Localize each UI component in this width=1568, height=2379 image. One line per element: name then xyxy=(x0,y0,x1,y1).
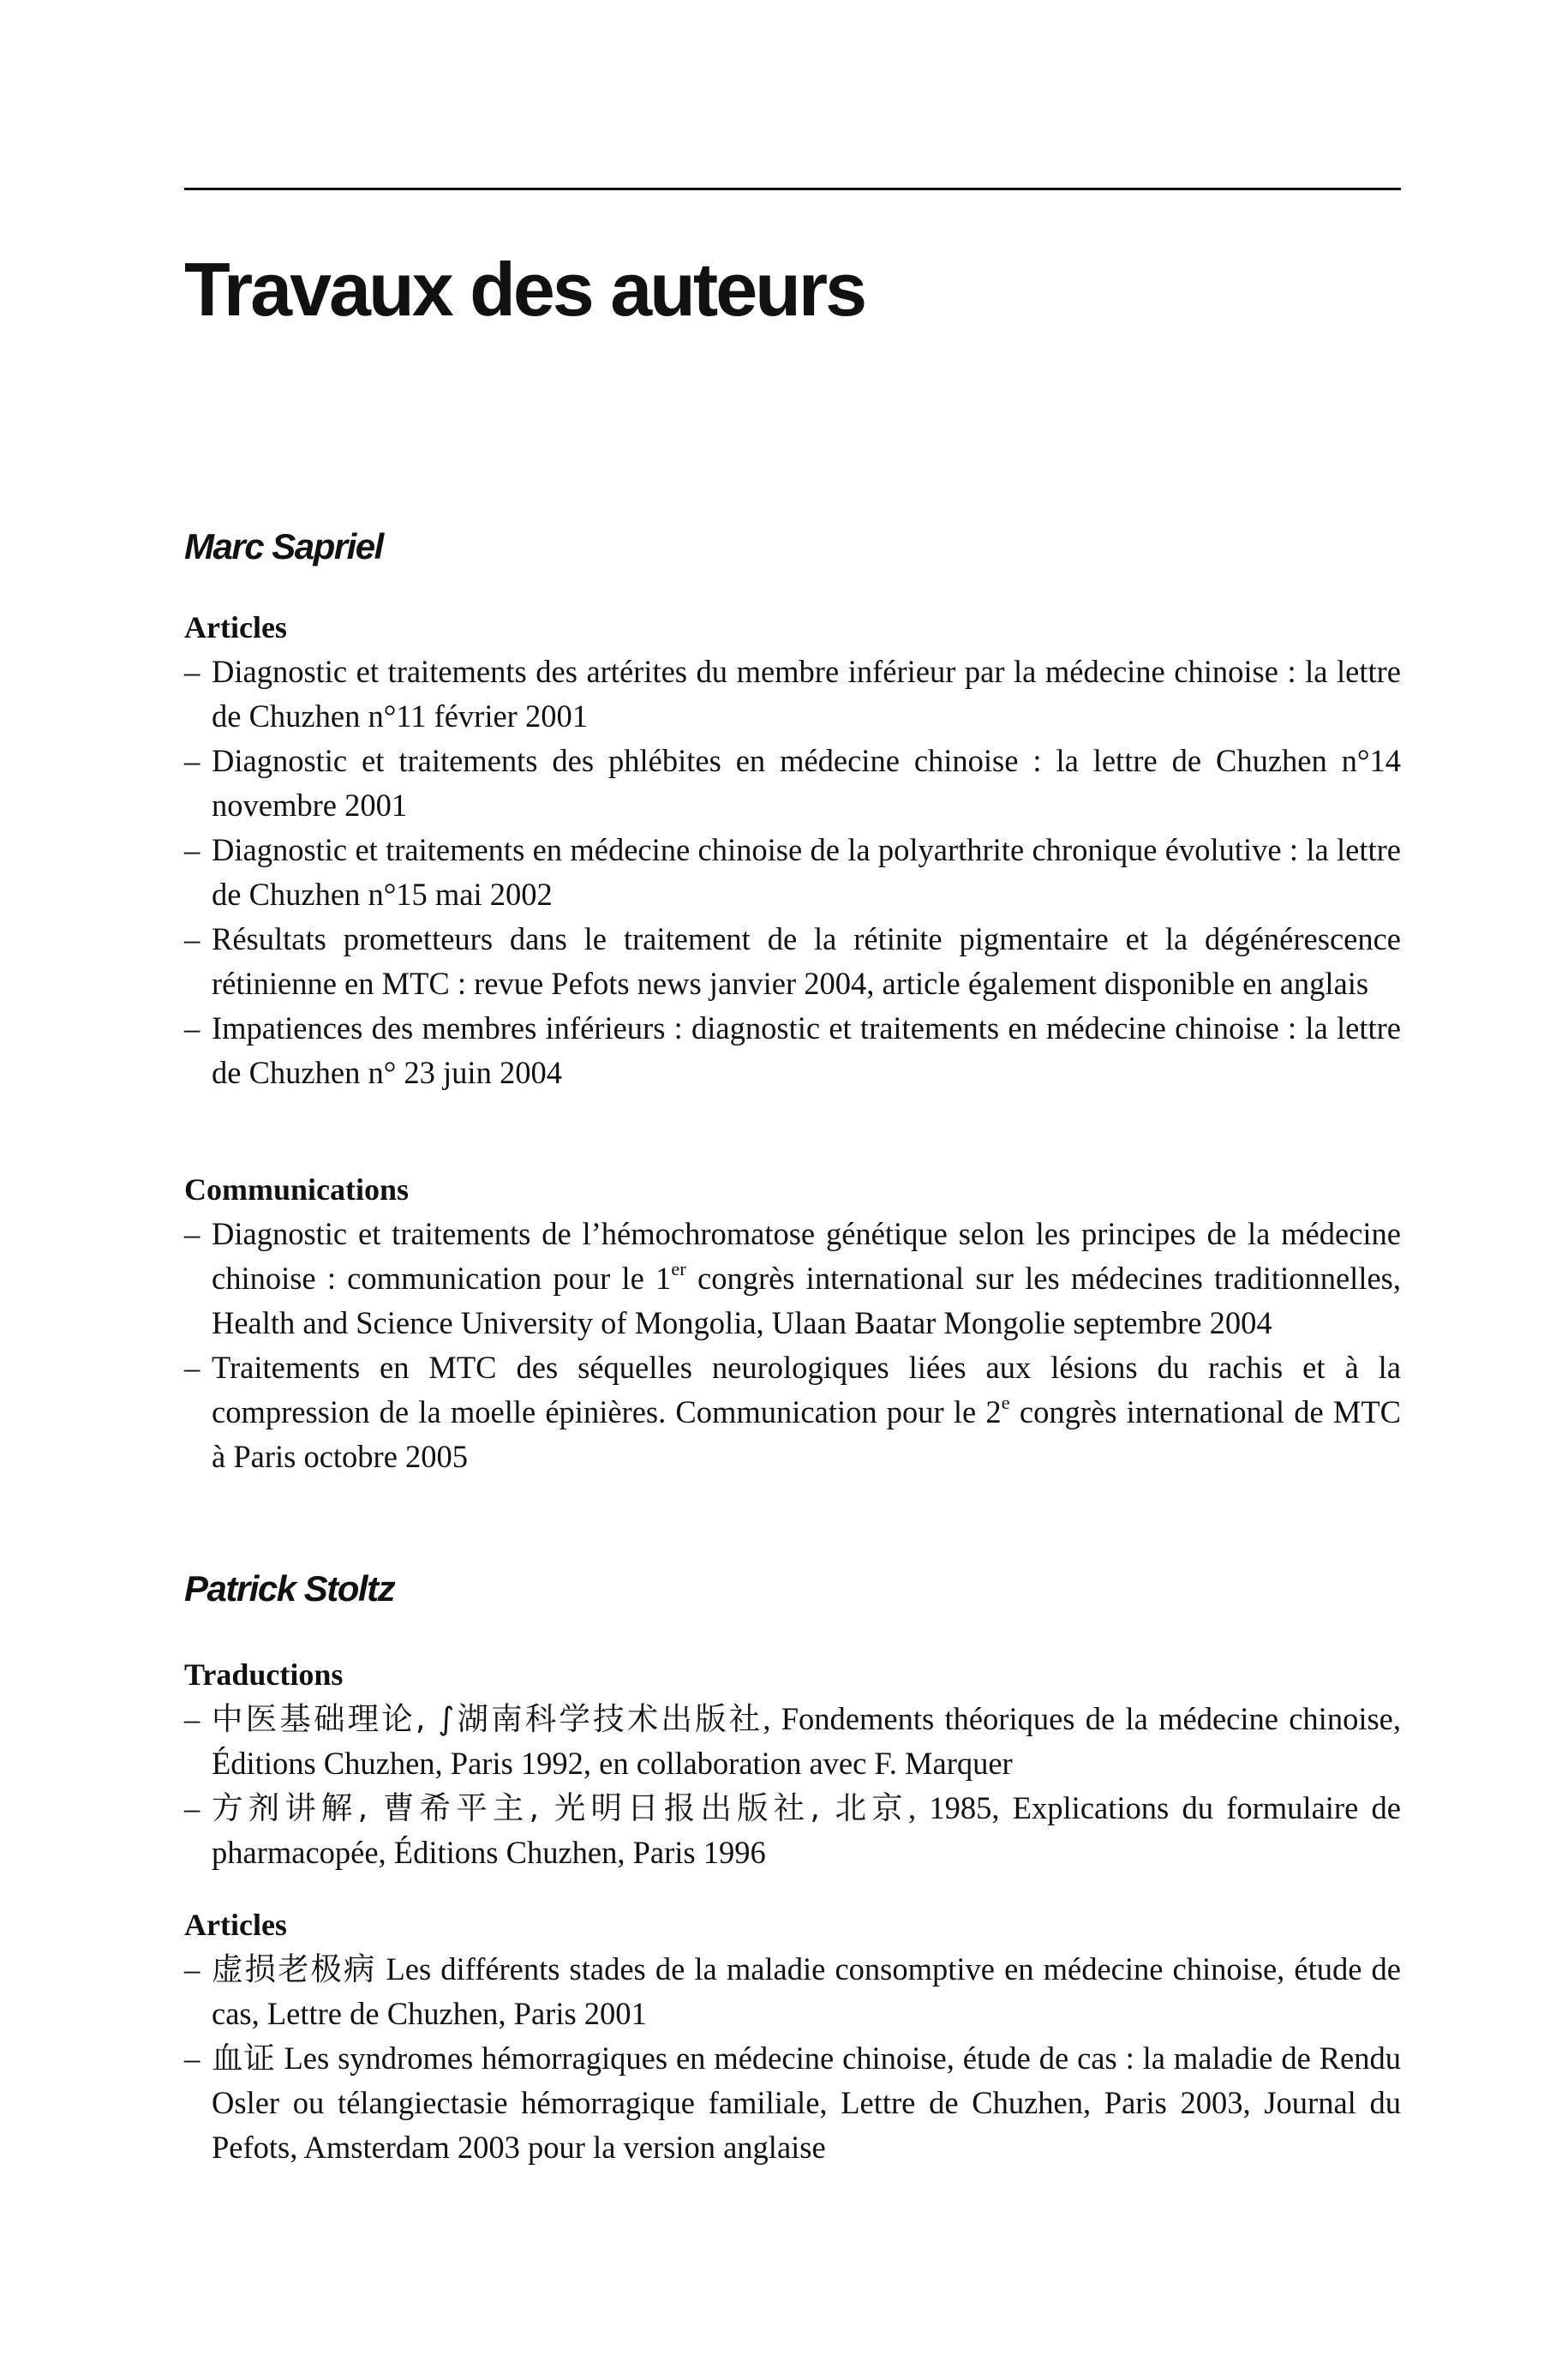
entry-list xyxy=(184,1697,1401,1875)
entry-list xyxy=(184,650,1401,1095)
entry-text: Diagnostic et traitements de l’hémochromatose génétique selon les principes de la médecine chinoise : communication pour le 1 xyxy=(212,1216,1401,1296)
list-item: – Diagnostic et traitements des artérites du membre inférieur par la médecine chinoise : la lettre de Chuzhen n°11 février 2001 xyxy=(184,654,1401,734)
section-communications xyxy=(184,1167,1401,1479)
top-rule xyxy=(184,188,1401,190)
list-item: – Résultats prometteurs dans le traitement de la rétinite pigmentaire et la dégénérescence rétinienne en MTC : revue Pefots news janvier 2004, article également disponible en anglais xyxy=(184,921,1401,1001)
list-item: – 血证 Les syndromes hémorragiques en médecine chinoise, étude de cas : la maladie de Rendu Osler ou télangiectasie hémorragique familiale, Lettre de Chuzhen, Paris 2003, Journal du Pefots, Amsterdam 2003 pour la version anglaise xyxy=(184,2040,1401,2165)
entry-text: Diagnostic et traitements des phlébites en médecine chinoise : la lettre de Chuzhen n°14 novembre 2001 xyxy=(212,743,1401,823)
entry-text: Traitements en MTC des séquelles neurologiques liées aux lésions du rachis et à la compression de la moelle épinières. Communication pour le 2 xyxy=(212,1350,1401,1429)
section-heading: Communications xyxy=(184,1172,410,1207)
entry-list xyxy=(184,1212,1401,1479)
list-item: – Diagnostic et traitements des phlébites en médecine chinoise : la lettre de Chuzhen n°14 novembre 2001 xyxy=(184,743,1401,823)
entry-text: Résultats prometteurs dans le traitement de la rétinite pigmentaire et la dégénérescence rétinienne en MTC : revue Pefots news janvier 2004, article également disponible en anglais xyxy=(212,921,1401,1001)
entry-text: Diagnostic et traitements en médecine chinoise de la polyarthrite chronique évolutive : la lettre de Chuzhen n°15 mai 2002 xyxy=(212,832,1401,912)
entry-list xyxy=(184,1947,1401,2170)
ordinal-suffix: er xyxy=(671,1258,686,1280)
section-articles xyxy=(184,1903,1401,2170)
entry-text: Les différents stades de la maladie consomptive en médecine chinoise, étude de cas, Lettre de Chuzhen, Paris 2001 xyxy=(212,1951,1401,2031)
author-name: Patrick Stoltz xyxy=(184,1568,395,1609)
page-title: Travaux des auteurs xyxy=(184,247,865,332)
list-item: – Impatiences des membres inférieurs : diagnostic et traitements en médecine chinoise : la lettre de Chuzhen n° 23 juin 2004 xyxy=(184,1010,1401,1090)
section-heading: Traductions xyxy=(184,1657,344,1692)
list-item: – Diagnostic et traitements en médecine chinoise de la polyarthrite chronique évolutive : la lettre de Chuzhen n°15 mai 2002 xyxy=(184,832,1401,912)
list-item: – 方剂讲解, 曹希平主, 光明日报出版社, 北京, 1985, Explications du formulaire de pharmacopée, Éditions Chuzhen, Paris 1996 xyxy=(184,1789,1401,1870)
list-item: – Diagnostic et traitements de l’hémochromatose génétique selon les principes de la médecine chinoise : communication pour le 1er congrès international sur les médecines traditionnelles, Health and Science University of Mongolia, Ulaan Baatar Mongolie septembre 2004 xyxy=(184,1216,1401,1340)
entry-text: , 1985, Explications du formulaire de pharmacopée, Éditions Chuzhen, Paris 1996 xyxy=(212,1790,1401,1870)
ordinal-suffix: e xyxy=(1001,1392,1010,1414)
author-name: Marc Sapriel xyxy=(184,526,383,566)
section-heading: Articles xyxy=(184,610,287,644)
chinese-title: 血证 xyxy=(212,2040,276,2076)
list-item: – Traitements en MTC des séquelles neurologiques liées aux lésions du rachis et à la compression de la moelle épinières. Communication pour le 2e congrès international de MTC à Paris octobre 2005 xyxy=(184,1350,1401,1474)
entry-text: Diagnostic et traitements des artérites du membre inférieur par la médecine chinoise : la lettre de Chuzhen n°11 février 2001 xyxy=(212,654,1401,734)
list-item: – 虚损老极病 Les différents stades de la maladie consomptive en médecine chinoise, étude de cas, Lettre de Chuzhen, Paris 2001 xyxy=(184,1951,1401,2031)
section-heading: Articles xyxy=(184,1908,287,1942)
entry-text: congrès international sur les médecines traditionnelles, Health and Science University of Mongolia, Ulaan Baatar Mongolie septembre 2004 xyxy=(212,1261,1401,1340)
section-traductions xyxy=(184,1652,1401,1875)
list-item: – 中医基础理论, ∫湖南科学技术出版社, Fondements théoriques de la médecine chinoise, Éditions Chuzhen, Paris 1992, en collaboration avec F. Marquer xyxy=(184,1700,1401,1781)
chinese-title: 中医基础理论, ∫湖南科学技术出版社 xyxy=(212,1700,763,1737)
chinese-title: 方剂讲解, 曹希平主, 光明日报出版社, 北京 xyxy=(212,1789,908,1826)
chinese-title: 虚损老极病 xyxy=(212,1951,377,1987)
entry-text: Impatiences des membres inférieurs : diagnostic et traitements en médecine chinoise : la lettre de Chuzhen n° 23 juin 2004 xyxy=(212,1010,1401,1090)
entry-text: Les syndromes hémorragiques en médecine chinoise, étude de cas : la maladie de Rendu Osler ou télangiectasie hémorragique familiale, Lettre de Chuzhen, Paris 2003, Journal du Pefots, Amsterdam 2003 pour la version anglaise xyxy=(212,2040,1401,2165)
section-articles xyxy=(184,605,1401,1095)
entry-text: , Fondements théoriques de la médecine chinoise, Éditions Chuzhen, Paris 1992, en collaboration avec F. Marquer xyxy=(212,1701,1401,1781)
entry-text: congrès international de MTC à Paris octobre 2005 xyxy=(212,1394,1401,1474)
